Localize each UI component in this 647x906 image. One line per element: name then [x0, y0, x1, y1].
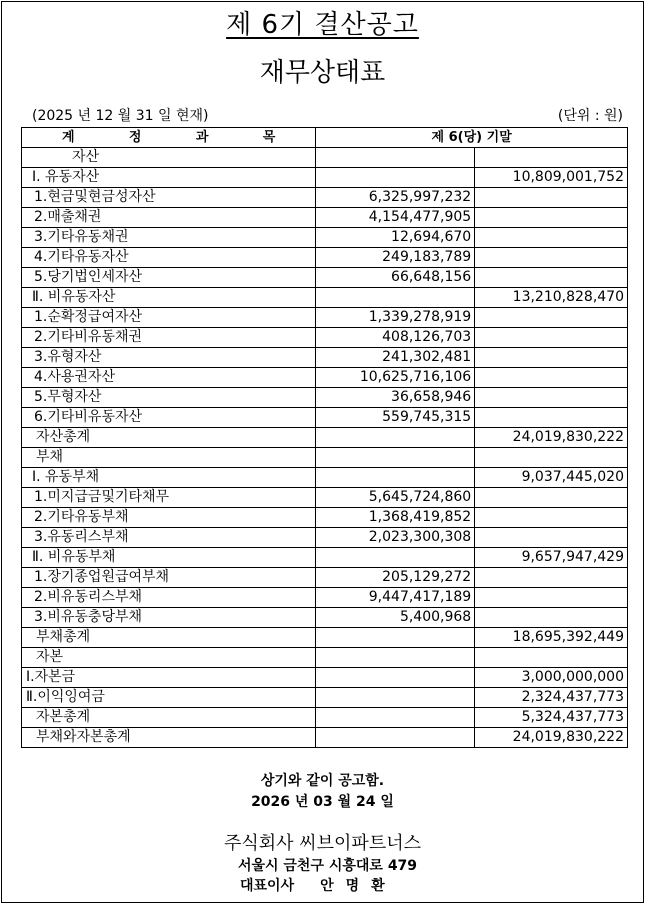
sub-amount — [316, 728, 475, 748]
account-label: 자본 — [22, 648, 316, 668]
table-row — [22, 708, 628, 728]
sub-amount: 2,023,300,308 — [316, 528, 475, 548]
table-row — [22, 288, 628, 308]
table-row — [22, 428, 628, 448]
sub-amount — [316, 708, 475, 728]
account-label: Ⅱ.이익잉여금 — [22, 688, 316, 708]
sub-amount — [316, 468, 475, 488]
sub-amount — [316, 628, 475, 648]
total-amount — [475, 488, 628, 508]
account-label: 부채와자본총계 — [22, 728, 316, 748]
sub-amount — [316, 428, 475, 448]
total-amount — [475, 248, 628, 268]
account-label: 부채총계 — [22, 628, 316, 648]
ceo-title: 대표이사 — [240, 878, 295, 894]
notice-date: 2026 년 03 월 24 일 — [251, 794, 394, 810]
account-label: 3.비유동충당부채 — [22, 608, 316, 628]
total-amount: 13,210,828,470 — [475, 288, 628, 308]
sub-amount — [316, 668, 475, 688]
account-label: 1.현금및현금성자산 — [22, 188, 316, 208]
table-header-row — [22, 128, 628, 148]
company-address: 서울시 금천구 시흥대로 479 — [237, 858, 418, 874]
account-label: Ⅰ.자본금 — [22, 668, 316, 688]
total-amount — [475, 328, 628, 348]
account-label: 부채 — [22, 448, 316, 468]
unit-label: (단위 : 원) — [557, 108, 623, 124]
total-amount — [475, 648, 628, 668]
account-label: Ⅰ. 유동자산 — [22, 168, 316, 188]
total-amount: 10,809,001,752 — [475, 168, 628, 188]
table-row — [22, 488, 628, 508]
account-label: 1.미지급금및기타채무 — [22, 488, 316, 508]
table-row — [22, 228, 628, 248]
account-label: 3.유형자산 — [22, 348, 316, 368]
table-row — [22, 148, 628, 168]
table-row — [22, 168, 628, 188]
table-row — [22, 248, 628, 268]
table-row — [22, 668, 628, 688]
table-row — [22, 588, 628, 608]
as-of-date: (2025 년 12 월 31 일 현재) — [32, 108, 209, 124]
sub-amount: 6,325,997,232 — [316, 188, 475, 208]
statement-title: 재무상태표 — [259, 58, 386, 88]
total-amount: 9,657,947,429 — [475, 548, 628, 568]
total-amount — [475, 208, 628, 228]
sub-amount: 9,447,417,189 — [316, 588, 475, 608]
sub-amount: 5,400,968 — [316, 608, 475, 628]
account-label: 2.기타유동부채 — [22, 508, 316, 528]
account-label: 1.순확정급여자산 — [22, 308, 316, 328]
table-row — [22, 648, 628, 668]
account-label: 자산 — [22, 148, 316, 168]
sub-amount — [316, 288, 475, 308]
account-label: Ⅱ. 비유동부채 — [22, 548, 316, 568]
total-amount — [475, 388, 628, 408]
account-label: 4.사용권자산 — [22, 368, 316, 388]
table-row — [22, 328, 628, 348]
account-label: 자본총계 — [22, 708, 316, 728]
total-amount — [475, 508, 628, 528]
total-amount — [475, 408, 628, 428]
total-amount: 24,019,830,222 — [475, 728, 628, 748]
account-label: 1.장기종업원급여부채 — [22, 568, 316, 588]
total-amount — [475, 188, 628, 208]
total-amount: 2,324,437,773 — [475, 688, 628, 708]
table-row — [22, 348, 628, 368]
header-period: 제 6(당) 기말 — [316, 128, 628, 148]
account-label: 3.기타유동채권 — [22, 228, 316, 248]
table-row — [22, 208, 628, 228]
sub-amount — [316, 448, 475, 468]
sub-amount: 4,154,477,905 — [316, 208, 475, 228]
table-row — [22, 268, 628, 288]
table-row — [22, 548, 628, 568]
ceo-name: 안명환 — [320, 878, 397, 894]
total-amount — [475, 348, 628, 368]
sub-amount: 408,126,703 — [316, 328, 475, 348]
account-label: 2.매출채권 — [22, 208, 316, 228]
sub-amount: 241,302,481 — [316, 348, 475, 368]
total-amount: 9,037,445,020 — [475, 468, 628, 488]
table-row — [22, 508, 628, 528]
total-amount: 5,324,437,773 — [475, 708, 628, 728]
sub-amount — [316, 148, 475, 168]
account-label: 2.비유동리스부채 — [22, 588, 316, 608]
sub-amount: 36,658,946 — [316, 388, 475, 408]
table-row — [22, 728, 628, 748]
table-row — [22, 608, 628, 628]
total-amount — [475, 568, 628, 588]
sub-amount: 12,694,670 — [316, 228, 475, 248]
table-row — [22, 628, 628, 648]
account-label: 4.기타유동자산 — [22, 248, 316, 268]
sub-amount — [316, 548, 475, 568]
account-label: 5.당기법인세자산 — [22, 268, 316, 288]
total-amount — [475, 588, 628, 608]
account-label: Ⅱ. 비유동자산 — [22, 288, 316, 308]
total-amount — [475, 308, 628, 328]
announcement-page — [1, 1, 644, 903]
sub-amount: 249,183,789 — [316, 248, 475, 268]
sub-amount: 66,648,156 — [316, 268, 475, 288]
balance-sheet-table — [21, 127, 628, 748]
table-row — [22, 688, 628, 708]
table-row — [22, 388, 628, 408]
total-amount — [475, 528, 628, 548]
table-row — [22, 408, 628, 428]
sub-amount: 559,745,315 — [316, 408, 475, 428]
header-account: 계 정 과 목 — [22, 128, 316, 148]
total-amount — [475, 268, 628, 288]
table-row — [22, 188, 628, 208]
total-amount — [475, 368, 628, 388]
table-row — [22, 308, 628, 328]
sub-amount: 1,368,419,852 — [316, 508, 475, 528]
table-row — [22, 448, 628, 468]
sub-amount: 1,339,278,919 — [316, 308, 475, 328]
account-label: Ⅰ. 유동부채 — [22, 468, 316, 488]
company-name: 주식회사 씨브이파트너스 — [224, 833, 421, 854]
total-amount: 3,000,000,000 — [475, 668, 628, 688]
sub-amount — [316, 688, 475, 708]
account-label: 2.기타비유동채권 — [22, 328, 316, 348]
table-row — [22, 528, 628, 548]
account-label: 3.유동리스부채 — [22, 528, 316, 548]
total-amount: 18,695,392,449 — [475, 628, 628, 648]
account-label: 자산총계 — [22, 428, 316, 448]
account-label: 5.무형자산 — [22, 388, 316, 408]
sub-amount: 5,645,724,860 — [316, 488, 475, 508]
notice-text: 상기와 같이 공고함. — [260, 773, 385, 789]
total-amount — [475, 148, 628, 168]
table-row — [22, 468, 628, 488]
sub-amount — [316, 648, 475, 668]
sub-amount: 205,129,272 — [316, 568, 475, 588]
page-title: 제 6기 결산공고 — [226, 10, 419, 40]
sub-amount: 10,625,716,106 — [316, 368, 475, 388]
table-row — [22, 368, 628, 388]
sub-amount — [316, 168, 475, 188]
account-label: 6.기타비유동자산 — [22, 408, 316, 428]
ceo-line — [240, 875, 397, 895]
total-amount — [475, 448, 628, 468]
total-amount — [475, 228, 628, 248]
total-amount: 24,019,830,222 — [475, 428, 628, 448]
table-row — [22, 568, 628, 588]
total-amount — [475, 608, 628, 628]
